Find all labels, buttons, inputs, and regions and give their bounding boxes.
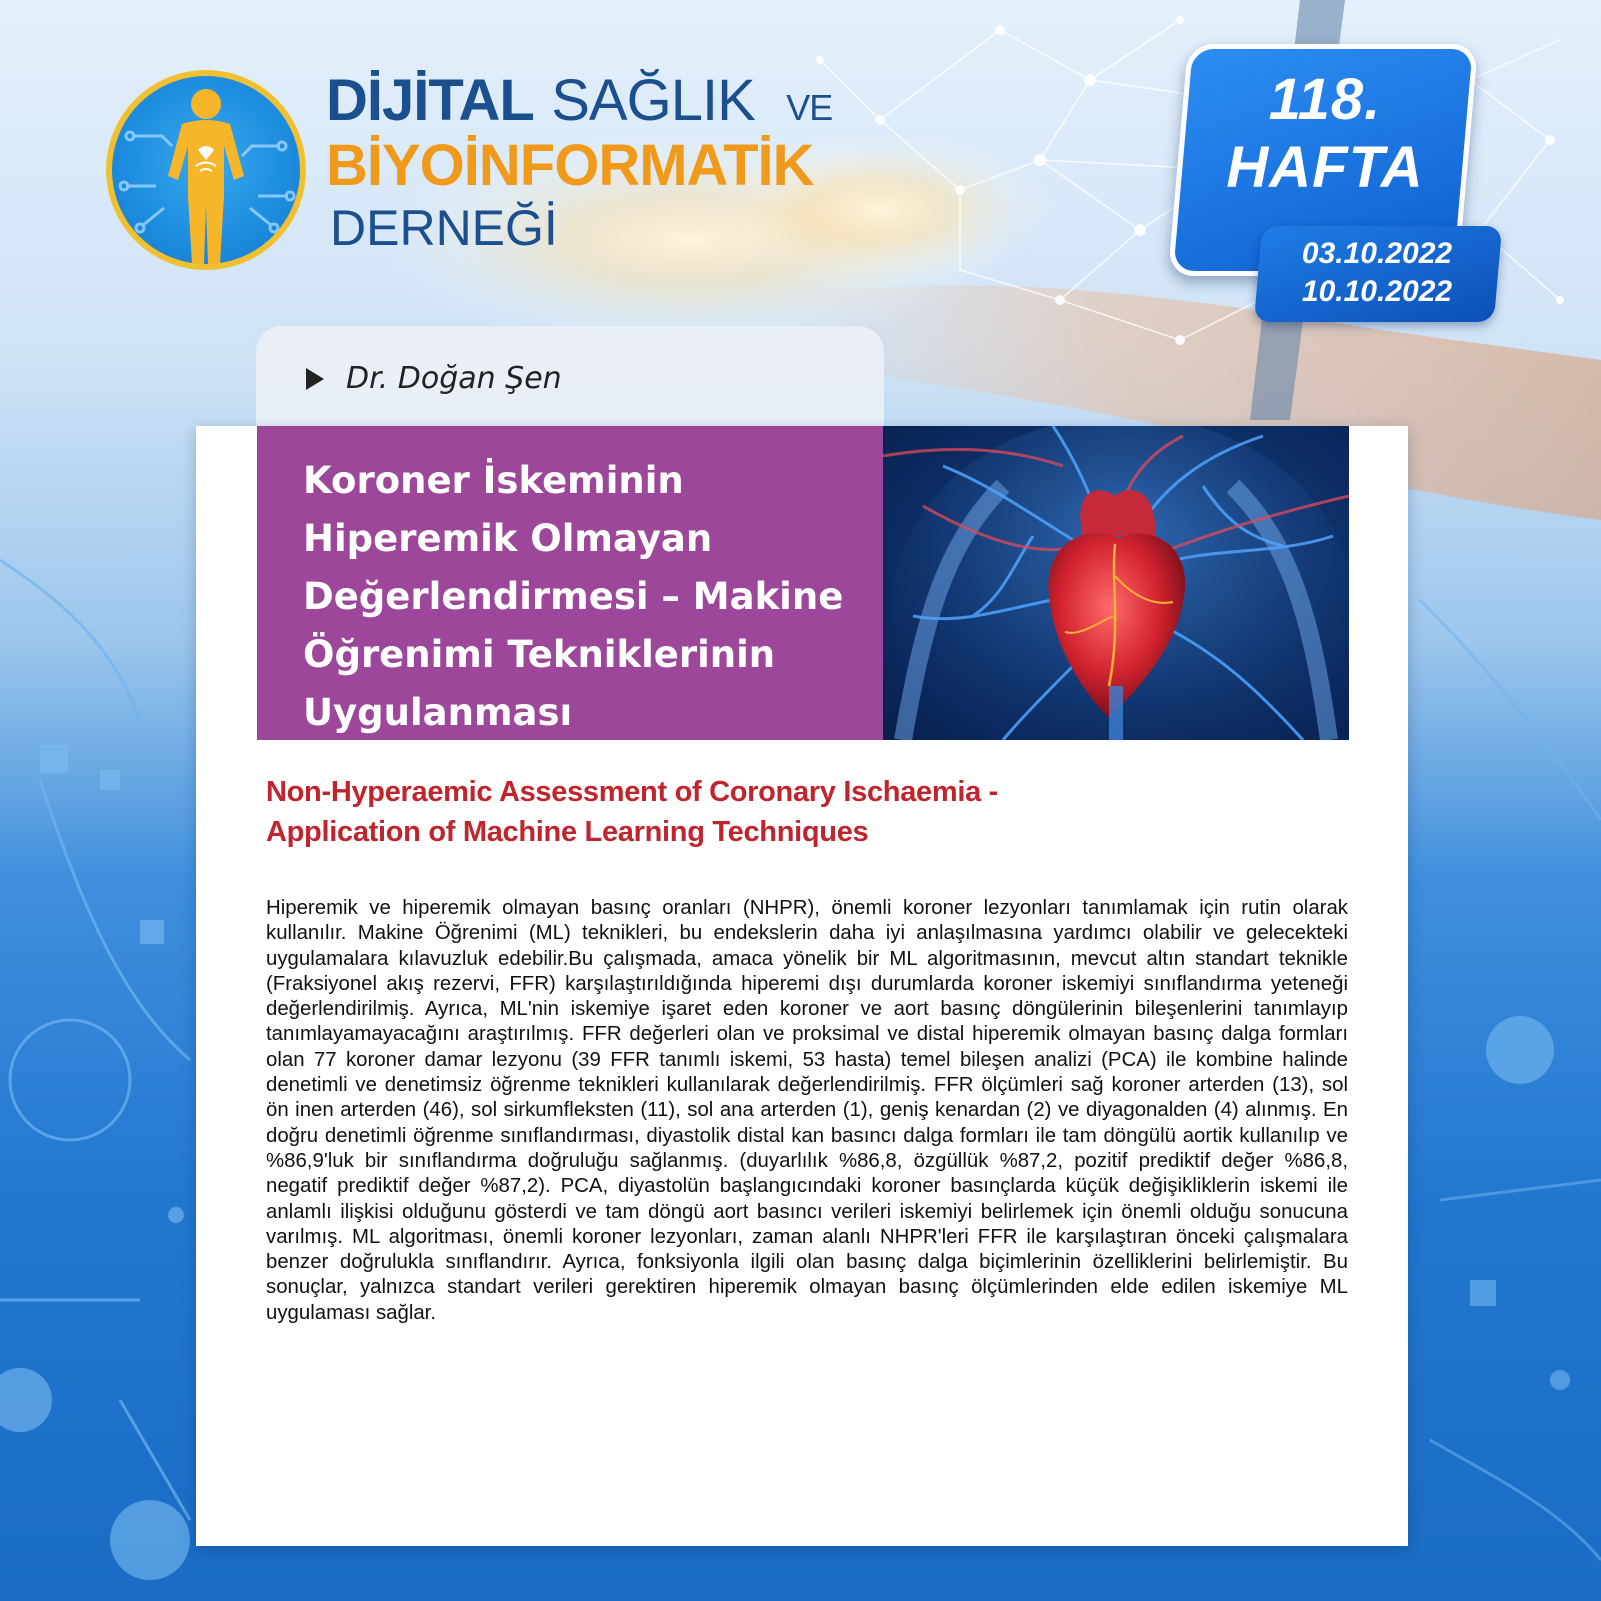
- turkish-title: Koroner İskeminin Hiperemik Olmayan Değerlendirmesi – Makine Öğrenimi Tekniklerinin Uygulanması: [303, 459, 844, 734]
- logo-line-3: DERNEĞİ: [330, 200, 558, 256]
- abstract-text: Hiperemik ve hiperemik olmayan basınç oranları (NHPR), önemli koroner lezyonları tanımlamak için rutin olarak kullanılır. Makine Öğrenimi (ML) teknikleri, bu endekslerin daha iyi anlaşılmasına yardımcı olabilir ve gelecekteki uygulamalara kılavuzluk edebilir.Bu çalışmada, amaca yönelik bir ML algoritmasının, mevcut altın standart teknikle (Fraksiyonel akış rezervi, FFR) karşılaştırıldığında hiperemi dışı durumlarda koroner iskemiyi sınıflandırma yeteneği değerlendirilmiş. Ayrıca, ML'nin iskemiye işaret eden koroner ve aort basınç döngülerinin bileşenlerini tanımlayıp tanımlayamayacağını araştırılmış. FFR değerleri olan ve proksimal ve distal hiperemik olmayan basınç dalga formları olan 77 koroner damar lezyonu (39 FFR tanımlı iskemi, 53 hasta) temel bileşen analizi (PCA) ile kombine halinde denetimli ve denetimsiz öğrenme teknikleri kullanılarak değerlendirilmiş. FFR ölçümleri sağ koroner arterden (13), sol ön inen arterden (46), sol sirkumfleksten (11), sol ana arterden (1), geniş kenardan (2) ve diyagonalden (4) alınmış. En doğru denetimli öğrenme sınıflandırması, diyastolik distal kan basıncı dalga formları ile tam döngülü aortik kullanılıp ve %86,9'luk bir sınıflandırma doğruluğu sağlanmış. (duyarlılık %86,8, özgüllük %87,2, pozitif prediktif değer %86,8, negatif prediktif değer %87,2). PCA, diyastolün başlangıcındaki koroner basınçlarda küçük değişikliklerin iskemi ile anlamlı ilişkisi olduğunu gösterdi ve tam döngü aort basıncı verileri iskemiyi belirlemek için önemli olduğu sonucuna varılmış. ML algoritması, önemli koroner lezyonları, zaman alanlı NHPR'leri FFR ile karşılaştıran önceki çalışmalara benzer doğrulukla sınıflandırır. Ayrıca, fonksiyonla ilgili olan basınç dalga biçimlerinin özelliklerini belirlemiştir. Bu sonuçlar, yalnızca standart verileri gerektiren hiperemik olmayan basınç ölçümlerinden elde edilen iskemiye ML uygulaması sağlar.: [266, 897, 1348, 1324]
- logo-emblem: [106, 70, 306, 270]
- week-label: HAFTA: [1226, 135, 1424, 200]
- heart-anatomy-icon: [883, 426, 1349, 740]
- play-triangle-icon: [306, 368, 324, 390]
- logo-word-ve: VE: [786, 87, 833, 128]
- author-name: Dr. Doğan Şen: [346, 361, 562, 396]
- logo-line-2: BİYOİNFORMATİK: [326, 133, 814, 198]
- logo-word-saglik: SAĞLIK: [551, 68, 755, 133]
- human-body-icon: [112, 76, 300, 264]
- english-title: [266, 772, 1366, 852]
- week-number: 118.: [1268, 67, 1382, 132]
- logo-word-dijital: DİJİTAL: [326, 68, 534, 133]
- date-end: 10.10.2022: [1301, 275, 1453, 308]
- date-start: 03.10.2022: [1301, 237, 1453, 270]
- english-title-line-1: Non-Hyperaemic Assessment of Coronary Ischaemia -: [266, 776, 999, 808]
- logo-line-1: [326, 68, 832, 140]
- english-title-line-2: Application of Machine Learning Techniques: [266, 816, 869, 848]
- heart-illustration: [883, 426, 1349, 740]
